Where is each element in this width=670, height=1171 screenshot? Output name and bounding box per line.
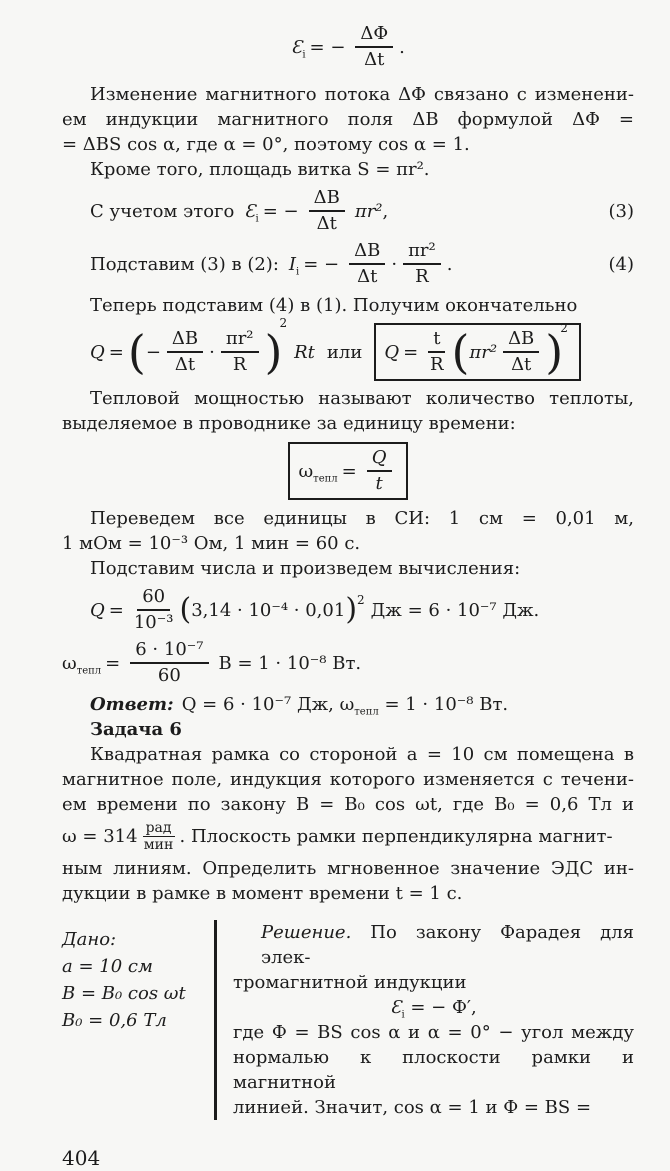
answer-line (62, 692, 634, 717)
fraction-numerator: 60 (137, 586, 170, 611)
omega-value: ω = 314 (62, 826, 138, 847)
omega-letter: ω (62, 652, 77, 674)
paragraph-line: ем индукции магнитного поля ΔB формулой ΔΦ = (62, 109, 634, 130)
boxed-omega-formula (288, 442, 407, 500)
emf-subscript: i (255, 213, 259, 225)
conjunction-or: или (326, 341, 363, 363)
minus-sign: − (145, 341, 161, 363)
fraction-denominator: 60 (157, 665, 181, 686)
omega-symbol (62, 651, 101, 676)
task-omega-line (62, 820, 634, 853)
relation-sign: = (108, 341, 124, 363)
fraction-dphi-dt (355, 23, 393, 71)
task-line: магнитное поле, индукция которого изменяется с течени- (62, 769, 634, 790)
q-letter: Q (90, 341, 105, 363)
formula-emf-row (291, 23, 405, 71)
fraction-numerator: Q (367, 447, 392, 472)
given-item: B₀ = 0,6 Тл (62, 1010, 167, 1031)
fraction-db-dt (503, 328, 539, 376)
pi-r-squared: πr² (354, 200, 383, 222)
given-item: B = B₀ cos ωt (62, 983, 186, 1004)
pi-r-squared: πr² (469, 341, 498, 363)
given-item: a = 10 см (62, 956, 153, 977)
result-value: Дж = 6 · 10⁻⁷ Дж (370, 599, 534, 621)
omega-letter: ω (298, 460, 314, 482)
solution-column (233, 920, 634, 1120)
solution-line: тромагнитной индукции (233, 972, 467, 993)
fraction-denominator: Δt (364, 49, 385, 70)
formula-q-numeric: Q = $\frac{60}{\text{10⁻³}}$ ( 3,14 · 10⁻⁴ · 0,01 ) $^2$ Дж = 6 · 10⁻⁷ Дж . (90, 586, 540, 633)
fraction-denominator: Δt (511, 354, 532, 375)
fraction-denominator: Δt (357, 266, 378, 287)
task-6-section (62, 717, 634, 906)
paragraph-line: = ΔBS cos α, где α = 0°, поэтому cos α = 1. (62, 134, 470, 155)
formula-omega-definition (62, 442, 634, 500)
relation-sign: = − (262, 200, 299, 222)
relation-sign: = (341, 460, 357, 482)
fraction-6e-7-60 (130, 639, 208, 687)
fraction-numerator: ΔB (503, 328, 539, 353)
relation-sign: = (108, 599, 124, 621)
given-title: Дано: (62, 929, 117, 950)
solution-line: нормалью к плоскости рамки и магнитной (233, 1047, 634, 1093)
boxed-q-formula: Q = $\frac{t}{R}$ ( πr² $\frac{\Delta B}{\Delta t}$ ) 2 (374, 323, 581, 381)
formula-comma: , (382, 200, 389, 222)
paragraph-flux-change (62, 82, 634, 182)
equation-3 (62, 187, 634, 235)
equation-4 (62, 240, 634, 288)
fraction-q-t (367, 447, 392, 495)
fraction-numerator: ΔB (167, 328, 203, 353)
given-solution-block (62, 920, 634, 1120)
fraction-denominator: Δt (316, 213, 337, 234)
fraction-numerator: 6 · 10⁻⁷ (130, 639, 208, 664)
emf-symbol (291, 35, 305, 60)
paragraph-line: Тепловой мощностью называют количество теплоты, (90, 388, 634, 409)
emf-letter: Ɛ (244, 200, 256, 222)
given-solution-divider (214, 920, 217, 1120)
fraction-60-1e-3 (134, 586, 174, 634)
equation-3-label: С учетом этого (90, 200, 235, 222)
omega-subscript: тепл (313, 473, 338, 485)
answer-values: Q = 6 · 10⁻⁷ Дж, ω (181, 694, 355, 715)
task-6-title: Задача 6 (90, 719, 182, 740)
paragraph-line: 1 мОм = 10⁻³ Ом, 1 мин = 60 с. (62, 533, 361, 554)
paragraph-area-line: Кроме того, площадь витка S = πr². (90, 159, 430, 180)
fraction-denominator: мин (143, 837, 174, 853)
paragraph-si-units (62, 506, 634, 581)
relation-sign: = (105, 652, 121, 674)
task-line: ем времени по закону B = B₀ cos ωt, где B₀ = 0,6 Тл и (62, 794, 634, 815)
fraction-numerator: πr² (403, 240, 441, 265)
solution-eq-rest: = − Ф′, (404, 997, 477, 1018)
emf-subscript: i (401, 1009, 405, 1021)
multiply-dot: · (391, 253, 398, 275)
task-line-rest: . Плоскость рамки перпендикулярна магнит- (179, 826, 613, 847)
fraction-db-dt (349, 240, 385, 288)
paragraph-line: Изменение магнитного потока ΔΦ связано с изменени- (90, 84, 634, 105)
paragraph-thermal-power (62, 386, 634, 436)
formula-omega-numeric (62, 639, 634, 687)
solution-text: По закону Фарадея для элек- (261, 922, 634, 968)
paragraph-line: Переведем все единицы в СИ: 1 см = 0,01 м, (90, 508, 634, 529)
page-number: 404 (62, 1146, 101, 1170)
solution-label: Решение. (261, 922, 352, 943)
omega-symbol (298, 459, 337, 484)
fraction-t-r (428, 328, 445, 376)
fraction-db-dt (167, 328, 203, 376)
fraction-pir2-r (403, 240, 441, 288)
emf-subscript: i (302, 49, 306, 61)
omega-subscript: тепл (354, 706, 379, 718)
solution-eq (233, 995, 634, 1020)
formula-q-final: Q = ( − $\frac{\Delta B}{\Delta t}$ · $\frac{\text{πr²}}{R}$ ) 2 Rt или Q = $\frac{t}{R}$ ( πr² $\frac{\Delta B}{\Delta t}$ ) 2 (62, 323, 634, 381)
relation-sign: = (403, 341, 419, 363)
fraction-pir2-r (221, 328, 259, 376)
answer-label: Ответ: (90, 694, 174, 715)
fraction-denominator: t (375, 473, 383, 494)
equation-4-label: Подставим (3) в (2): (90, 253, 279, 275)
fraction-numerator: ΔB (349, 240, 385, 265)
given-column (62, 920, 212, 1120)
fraction-denominator: R (415, 266, 429, 287)
fraction-numerator: t (428, 328, 445, 353)
fraction-numerator: ΔΦ (355, 23, 393, 48)
paragraph-line: выделяемое в проводнике за единицу времени: (62, 413, 516, 434)
paragraph-calc-line: Подставим числа и произведем вычисления: (90, 558, 521, 579)
current-subscript: i (296, 266, 300, 278)
fraction-numerator: рад (143, 820, 175, 837)
fraction-denominator: R (232, 354, 247, 375)
equation-number-3: (3) (608, 200, 634, 222)
fraction-denominator: Δt (174, 354, 196, 375)
equation-number-4: (4) (608, 253, 634, 275)
solution-line (233, 920, 634, 970)
fraction-db-dt (309, 187, 345, 235)
formula-period: . (446, 253, 453, 275)
result-value: В = 1 · 10⁻⁸ Вт. (218, 652, 362, 674)
parenthesized-values: 3,14 · 10⁻⁴ · 0,01 (191, 599, 346, 621)
fraction-denominator: 10⁻³ (133, 612, 174, 633)
task-line: Квадратная рамка со стороной a = 10 см помещена в (90, 744, 634, 765)
fraction-denominator: R (430, 354, 444, 375)
task-line: дукции в рамке в момент времени t = 1 с. (62, 883, 463, 904)
relation-sign: = − (309, 36, 346, 58)
current-symbol (289, 252, 299, 277)
relation-sign: = − (303, 253, 340, 275)
task-line: ным линиям. Определить мгновенное значение ЭДС ин- (62, 858, 634, 879)
current-letter: I (288, 253, 297, 275)
formula-emf-definition (62, 18, 634, 76)
solution-line: линией. Значит, cos α = 1 и Ф = BS = (233, 1097, 592, 1118)
formula-period: . (399, 36, 405, 58)
rt-term: Rt (294, 341, 315, 363)
fraction-numerator: ΔB (309, 187, 345, 212)
fraction-rad-min (143, 820, 175, 853)
emf-letter: Ɛ (390, 997, 402, 1018)
emf-symbol (244, 199, 258, 224)
answer-values: = 1 · 10⁻⁸ Вт. (378, 694, 509, 715)
omega-subscript: тепл (76, 665, 102, 677)
formula-period: . (533, 599, 540, 621)
solution-line: где Ф = BS cos α и α = 0° − угол между (233, 1022, 634, 1043)
fraction-numerator: πr² (221, 328, 259, 353)
paragraph-substitute: Теперь подставим (4) в (1). Получим окончательно (90, 295, 578, 316)
q-letter: Q (384, 341, 400, 363)
emf-letter: Ɛ (291, 36, 303, 58)
q-letter: Q (90, 599, 105, 621)
multiply-dot: · (209, 341, 215, 363)
